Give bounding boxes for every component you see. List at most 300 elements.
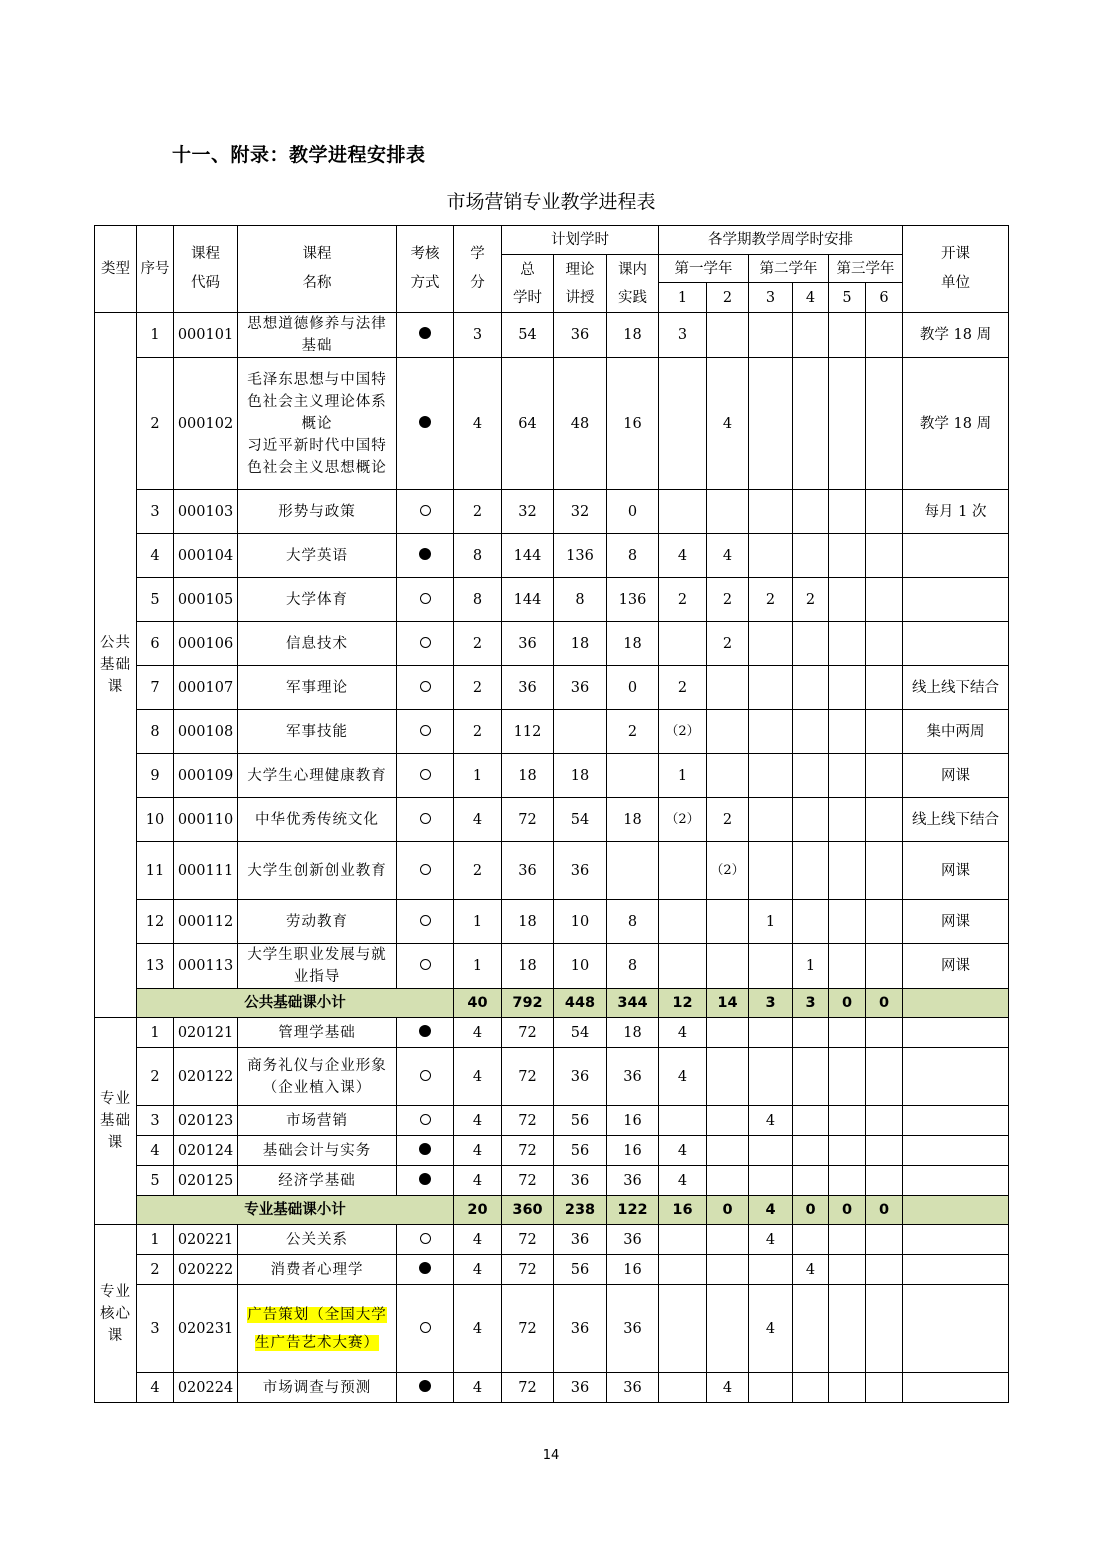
practice-cell: 8 [607,900,659,944]
open-circle-icon [420,1070,431,1081]
course-name-text: 军事理论 [286,679,348,696]
table-row [95,358,1009,490]
table-row [95,710,1009,754]
practice-cell: 8 [607,944,659,989]
unit-cell: 网课 [903,842,1009,900]
course-name [238,313,397,358]
header-total-hours: 总 学时 [502,255,554,313]
t2-cell [707,1255,749,1285]
practice-cell: 36 [607,1285,659,1373]
t4-cell [793,1018,829,1048]
subtotal-t2: 0 [707,1196,749,1225]
course-name-text: 市场调查与预测 [262,1379,372,1396]
table-row [95,1018,1009,1048]
open-circle-icon [420,505,431,516]
credit-cell: 4 [454,1373,502,1403]
course-code: 020124 [174,1136,238,1166]
t4-cell [793,666,829,710]
theory-cell: 54 [554,798,607,842]
header-unit: 开课 单位 [903,226,1009,313]
open-circle-icon [420,959,431,970]
t6-cell [866,358,903,490]
table-row [95,1106,1009,1136]
t6-cell [866,1136,903,1166]
practice-cell: 36 [607,1225,659,1255]
course-name [238,358,397,490]
exam-method [397,1018,454,1048]
table-row [95,1285,1009,1373]
t3-cell [749,1373,793,1403]
course-name-text: 广告策划（全国大学生广告艺术大赛） [247,1306,387,1351]
t2-cell: 4 [707,1373,749,1403]
course-name [238,1166,397,1196]
unit-cell [903,1285,1009,1373]
subtotal-t6: 0 [866,989,903,1018]
credit-cell: 4 [454,358,502,490]
theory-cell: 54 [554,1018,607,1048]
credit-cell: 2 [454,666,502,710]
credit-cell: 2 [454,490,502,534]
open-circle-icon [420,637,431,648]
t4-cell: 2 [793,578,829,622]
theory-cell: 10 [554,900,607,944]
table-row [95,1255,1009,1285]
credit-cell: 8 [454,578,502,622]
total-cell: 18 [502,754,554,798]
total-cell: 72 [502,1373,554,1403]
course-code: 020224 [174,1373,238,1403]
total-cell: 32 [502,490,554,534]
category-label: 基础 [100,657,131,673]
practice-cell: 2 [607,710,659,754]
header-term: 6 [866,283,903,313]
seq-cell: 2 [137,1255,174,1285]
course-name [238,666,397,710]
course-code: 000111 [174,842,238,900]
header-weekly-schedule: 各学期教学周学时安排 [659,226,903,255]
t1-cell: 4 [659,1018,707,1048]
t3-cell [749,1048,793,1106]
total-cell: 72 [502,1106,554,1136]
theory-cell: 8 [554,578,607,622]
t6-cell [866,1166,903,1196]
course-name [238,1018,397,1048]
header-term: 3 [749,283,793,313]
practice-cell [607,842,659,900]
section-heading: 十一、附录：教学进程安排表 [172,144,426,166]
open-circle-icon [420,1114,431,1125]
course-name [238,1285,397,1373]
seq-cell: 5 [137,578,174,622]
exam-method [397,754,454,798]
unit-cell: 网课 [903,754,1009,798]
header-credit: 学 分 [454,226,502,313]
practice-cell: 18 [607,1018,659,1048]
unit-cell [903,534,1009,578]
total-cell: 72 [502,1285,554,1373]
unit-cell [903,1048,1009,1106]
course-name [238,1048,397,1106]
credit-cell: 4 [454,1136,502,1166]
subtotal-theory: 238 [554,1196,607,1225]
t3-cell [749,666,793,710]
table-row [95,944,1009,989]
course-code: 000101 [174,313,238,358]
course-name [238,622,397,666]
t2-cell [707,666,749,710]
t6-cell [866,798,903,842]
t6-cell [866,710,903,754]
t2-cell [707,1106,749,1136]
schedule-body [95,313,1009,1403]
exam-method [397,1136,454,1166]
course-name [238,798,397,842]
table-row [95,798,1009,842]
t5-cell [829,534,866,578]
t5-cell [829,1373,866,1403]
category-label: 课 [107,1327,124,1344]
course-name [238,710,397,754]
course-name-text: 信息技术 [286,635,348,652]
t1-cell: 2 [659,666,707,710]
filled-circle-icon [419,1380,431,1392]
credit-cell: 8 [454,534,502,578]
credit-cell: 4 [454,1048,502,1106]
subtotal-t6: 0 [866,1196,903,1225]
subtotal-practice: 122 [607,1196,659,1225]
t1-cell [659,622,707,666]
t1-cell: 4 [659,1166,707,1196]
t4-cell [793,1373,829,1403]
seq-cell: 6 [137,622,174,666]
t6-cell [866,622,903,666]
t5-cell [829,1166,866,1196]
theory-cell: 36 [554,1285,607,1373]
total-cell: 36 [502,622,554,666]
t2-cell [707,754,749,798]
table-row [95,1166,1009,1196]
unit-cell: 网课 [903,900,1009,944]
practice-cell: 36 [607,1373,659,1403]
exam-method [397,1166,454,1196]
subtotal-t4: 0 [793,1196,829,1225]
t1-cell [659,842,707,900]
unit-cell [903,1136,1009,1166]
filled-circle-icon [419,1173,431,1185]
t5-cell [829,578,866,622]
seq-cell: 3 [137,1106,174,1136]
table-row [95,490,1009,534]
t3-cell [749,1136,793,1166]
t2-cell: 2 [707,798,749,842]
t5-cell [829,1106,866,1136]
table-row [95,313,1009,358]
t1-cell [659,1106,707,1136]
seq-cell: 4 [137,534,174,578]
t5-cell [829,666,866,710]
t6-cell [866,900,903,944]
unit-cell: 教学 18 周 [903,313,1009,358]
t1-cell: （2） [659,710,707,754]
exam-method [397,622,454,666]
page-number: 14 [542,1448,560,1463]
theory-cell: 36 [554,1225,607,1255]
t2-cell [707,1285,749,1373]
t3-cell: 4 [749,1106,793,1136]
t1-cell [659,1285,707,1373]
theory-cell: 18 [554,622,607,666]
exam-method [397,666,454,710]
course-name-text: 大学生心理健康教育 [247,767,387,784]
t5-cell [829,622,866,666]
t4-cell [793,313,829,358]
t6-cell [866,944,903,989]
t5-cell [829,842,866,900]
t3-cell [749,534,793,578]
subtotal-theory: 448 [554,989,607,1018]
total-cell: 54 [502,313,554,358]
course-code: 000112 [174,900,238,944]
t6-cell [866,1018,903,1048]
table-row [95,900,1009,944]
t6-cell [866,578,903,622]
t1-cell [659,358,707,490]
header-type: 类型 [95,226,137,313]
open-circle-icon [420,864,431,875]
t6-cell [866,313,903,358]
t2-cell [707,944,749,989]
t3-cell [749,754,793,798]
practice-cell: 0 [607,666,659,710]
course-name [238,578,397,622]
table-row [95,534,1009,578]
t5-cell [829,490,866,534]
table-row [95,842,1009,900]
header-term: 2 [707,283,749,313]
open-circle-icon [420,725,431,736]
t4-cell [793,900,829,944]
header-term: 5 [829,283,866,313]
unit-cell [903,578,1009,622]
t4-cell: 4 [793,1255,829,1285]
header-year1: 第一学年 [659,255,749,283]
category-cell [95,313,137,1018]
total-cell: 72 [502,1225,554,1255]
table-row [95,754,1009,798]
theory-cell: 18 [554,754,607,798]
seq-cell: 3 [137,1285,174,1373]
t1-cell: 3 [659,313,707,358]
course-code: 020125 [174,1166,238,1196]
header-planned-hours: 计划学时 [502,226,659,255]
seq-cell: 12 [137,900,174,944]
course-code: 020231 [174,1285,238,1373]
credit-cell: 4 [454,1285,502,1373]
t6-cell [866,1048,903,1106]
subtotal-unit [903,1196,1009,1225]
total-cell: 72 [502,1136,554,1166]
t3-cell [749,1255,793,1285]
course-code: 000105 [174,578,238,622]
header-name: 课程 名称 [238,226,397,313]
t4-cell [793,1166,829,1196]
seq-cell: 9 [137,754,174,798]
t1-cell: 2 [659,578,707,622]
credit-cell: 4 [454,1106,502,1136]
course-name-text: 劳动教育 [286,913,348,930]
t3-cell: 4 [749,1285,793,1373]
subtotal-label: 公共基础课小计 [137,989,454,1018]
t2-cell [707,900,749,944]
course-name-text: 大学生职业发展与就业指导 [247,947,387,985]
seq-cell: 3 [137,490,174,534]
exam-method [397,1285,454,1373]
credit-cell: 3 [454,313,502,358]
table-row [95,1373,1009,1403]
subtotal-t5: 0 [829,989,866,1018]
exam-method [397,842,454,900]
unit-cell: 教学 18 周 [903,358,1009,490]
header-practice: 课内 实践 [607,255,659,313]
practice-cell: 16 [607,358,659,490]
course-name [238,900,397,944]
practice-cell: 0 [607,490,659,534]
subtotal-total: 360 [502,1196,554,1225]
t4-cell [793,358,829,490]
theory-cell: 36 [554,1373,607,1403]
credit-cell: 2 [454,622,502,666]
filled-circle-icon [419,1143,431,1155]
total-cell: 112 [502,710,554,754]
t2-cell: （2） [707,842,749,900]
header-exam: 考核 方式 [397,226,454,313]
total-cell: 36 [502,842,554,900]
t1-cell [659,490,707,534]
filled-circle-icon [419,1262,431,1274]
course-code: 020121 [174,1018,238,1048]
course-name-text: 形势与政策 [278,503,356,520]
t2-cell: 2 [707,578,749,622]
practice-cell [607,754,659,798]
course-name [238,754,397,798]
t5-cell [829,313,866,358]
t5-cell [829,710,866,754]
t2-cell [707,710,749,754]
header-term: 1 [659,283,707,313]
practice-cell: 18 [607,622,659,666]
t5-cell [829,1285,866,1373]
category-label: 公共 [100,635,131,651]
table-caption: 市场营销专业教学进程表 [446,191,656,213]
t1-cell: 4 [659,1136,707,1166]
course-name [238,944,397,989]
course-name-text: 商务礼仪与企业形象（企业植入课） [247,1057,387,1096]
seq-cell: 13 [137,944,174,989]
open-circle-icon [420,1322,431,1333]
exam-method [397,1106,454,1136]
filled-circle-icon [419,1025,431,1037]
exam-method [397,1255,454,1285]
t3-cell [749,944,793,989]
course-name-text: 大学英语 [286,547,348,564]
t5-cell [829,798,866,842]
course-name [238,1106,397,1136]
t2-cell [707,490,749,534]
header-theory: 理论 讲授 [554,255,607,313]
unit-cell [903,1106,1009,1136]
t2-cell [707,1166,749,1196]
t1-cell [659,1225,707,1255]
t6-cell [866,1285,903,1373]
subtotal-t1: 12 [659,989,707,1018]
course-code: 000113 [174,944,238,989]
seq-cell: 2 [137,358,174,490]
total-cell: 72 [502,798,554,842]
t3-cell [749,1018,793,1048]
t2-cell: 4 [707,358,749,490]
course-name-text: 公关关系 [286,1231,348,1248]
course-name-text: 市场营销 [286,1112,348,1129]
exam-method [397,490,454,534]
t1-cell: 4 [659,534,707,578]
theory-cell: 56 [554,1255,607,1285]
exam-method [397,578,454,622]
practice-cell: 16 [607,1136,659,1166]
practice-cell: 36 [607,1166,659,1196]
seq-cell: 5 [137,1166,174,1196]
credit-cell: 1 [454,754,502,798]
course-code: 020123 [174,1106,238,1136]
open-circle-icon [420,813,431,824]
t2-cell: 4 [707,534,749,578]
course-code: 000102 [174,358,238,490]
t3-cell: 2 [749,578,793,622]
credit-cell: 1 [454,900,502,944]
course-code: 000107 [174,666,238,710]
table-row [95,1225,1009,1255]
exam-method [397,798,454,842]
t6-cell [866,666,903,710]
total-cell: 72 [502,1166,554,1196]
credit-cell: 4 [454,1018,502,1048]
practice-cell: 36 [607,1048,659,1106]
practice-cell: 8 [607,534,659,578]
t3-cell [749,798,793,842]
unit-cell [903,1166,1009,1196]
practice-cell: 16 [607,1255,659,1285]
course-code: 000103 [174,490,238,534]
course-code: 000108 [174,710,238,754]
t6-cell [866,1255,903,1285]
course-name [238,1255,397,1285]
header-year3: 第三学年 [829,255,903,283]
schedule-table [94,225,1009,1403]
t2-cell [707,1225,749,1255]
t2-cell [707,1018,749,1048]
t4-cell [793,842,829,900]
t1-cell: 4 [659,1048,707,1106]
practice-cell: 16 [607,1106,659,1136]
category-label: 基础 [100,1113,131,1129]
subtotal-row [95,1196,1009,1225]
unit-cell: 线上线下结合 [903,798,1009,842]
t5-cell [829,1048,866,1106]
category-cell [95,1018,137,1225]
subtotal-label: 专业基础课小计 [137,1196,454,1225]
total-cell: 144 [502,578,554,622]
t5-cell [829,358,866,490]
t6-cell [866,490,903,534]
